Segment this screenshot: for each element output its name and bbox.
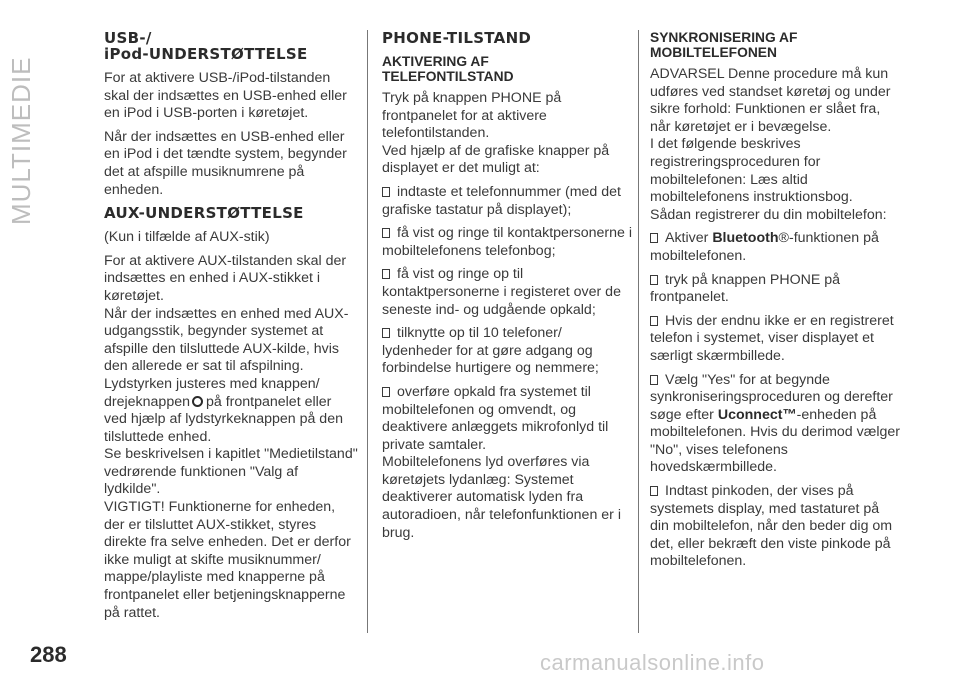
subheading-activate-phone: AKTIVERING AF TELEFONTILSTAND (382, 54, 514, 84)
column-divider-1 (367, 30, 368, 633)
sync-bullet-5: Indtast pinkoden, der vises på systemets display, med tastaturet på din mobiltelefon, når den beder dig om det, eller bekræft den viste pinkode på mobiltelefonen. (650, 483, 893, 570)
heading-phone-mode: PHONE-TILSTAND (382, 29, 532, 47)
sync-bullet-2: tryk på knappen PHONE på frontpanelet. (650, 271, 841, 306)
section-side-label: MULTIMEDIE (6, 56, 36, 225)
bullet-icon (382, 228, 390, 238)
aux-paragraph-1: For at aktivere AUX-tilstanden skal der indsættes en enhed i AUX-stikket i køretøjet. (104, 252, 347, 304)
sync-paragraph-3: Sådan registrerer du din mobiltelefon: (650, 206, 887, 223)
sync-bullet-1: Aktiver Bluetooth®-funktionen på mobiltelefonen. (650, 230, 879, 264)
bullet-icon (650, 316, 658, 326)
page-number: 288 (30, 642, 67, 667)
volume-knob-icon (192, 396, 203, 407)
column-phone (382, 30, 634, 548)
column-divider-2 (638, 30, 639, 633)
sync-bullet-3: Hvis der endnu ikke er en registreret telefon i systemet, viser displayet et særligt skærmbillede. (650, 312, 894, 364)
aux-paragraph-volume: Lydstyrken justeres med knappen/ drejeknappen på frontpanelet eller ved hjælp af lydstyrkeknappen på den tilsluttede enhed. (104, 375, 343, 445)
bullet-icon (650, 275, 658, 285)
bullet-icon (382, 269, 390, 279)
bullet-icon (382, 187, 390, 197)
phone-bullet-5: overføre opkald fra systemet til mobiltelefonen og omvendt, og deaktivere anlæggets mikrofonlyd til private samtaler. (382, 383, 609, 453)
phone-bullet-2: få vist og ringe til kontaktpersonerne i mobiltelefonens telefonbog; (382, 225, 633, 259)
aux-paragraph-2: Når der indsættes en enhed med AUX-udgangsstik, begynder systemet at afspille den tilsluttede AUX-kilde, hvis den allerede er sat til afspilning. (104, 305, 349, 375)
phone-bullet-1: indtaste et telefonnummer (med det grafiske tastatur på displayet); (382, 183, 621, 218)
phone-bullet-3: få vist og ringe op til kontaktpersonerne i registeret over de seneste ind- og udgående opkald; (382, 266, 621, 318)
bullet-icon (650, 375, 658, 385)
sync-bullet-4: Vælg "Yes" for at begynde synkroniseringsproceduren og derefter søge efter Uconnect™-enheden på mobiltelefonen. Hvis du derimod vælger "No", vises telefonens hovedskærmbillede. (650, 371, 900, 476)
sync-paragraph-2: I det følgende beskrives registreringsproceduren for mobiltelefonen: Læs altid mobiltelefonens instruktionsbog. (650, 136, 853, 206)
column-sync (650, 30, 902, 577)
bullet-icon (382, 387, 390, 397)
heading-usb-ipod: USB-/ iPod-UNDERSTØTTELSE (104, 29, 308, 63)
phone-paragraph-2: Ved hjælp af de grafiske knapper på displayet er det muligt at: (382, 142, 610, 177)
phone-paragraph-3: Mobiltelefonens lyd overføres via køretøjets lydanlæg: Systemet deaktiverer automatisk lyden fra autoradioen, når telefonfunktionen er i brug. (382, 454, 621, 541)
aux-important: VIGTIGT! Funktionerne for enheden, der er tilsluttet AUX-stikket, styres direkte fra selve enheden. Det er derfor ikke muligt at skifte musiknummer/ mappe/playliste med knapperne på frontpanelet eller betjeningsknapperne på rattet. (104, 499, 351, 621)
bullet-icon (382, 328, 390, 338)
bullet-icon (650, 233, 658, 243)
watermark: carmanualsonline.info (540, 650, 765, 675)
phone-bullet-4: tilknytte op til 10 telefoner/ lydenheder for at gøre adgang og forbindelse hurtigere og nemmere; (382, 325, 599, 377)
heading-sync-phone: SYNKRONISERING AF MOBILTELEFONEN (650, 30, 798, 60)
bullet-icon (650, 486, 658, 496)
sync-warning: ADVARSEL Denne procedure må kun udføres ved standset køretøj og under sikre forhold: Funktionen er slået fra, når køretøjet er i bevægelse. (650, 66, 891, 135)
heading-aux: AUX-UNDERSTØTTELSE (104, 204, 304, 223)
phone-paragraph-1: Tryk på knappen PHONE på frontpanelet for at aktivere telefontilstanden. (382, 90, 562, 142)
usb-paragraph-1: For at aktivere USB-/iPod-tilstanden skal der indsættes en USB-enhed eller en iPod i USB-porten i køretøjet. (104, 70, 347, 122)
column-usb-aux (104, 30, 358, 622)
aux-note: (Kun i tilfælde af AUX-stik) (104, 229, 270, 246)
aux-paragraph-reference: Se beskrivelsen i kapitlet "Medietilstand" vedrørende funktionen "Valg af lydkilde". (104, 446, 358, 498)
usb-paragraph-2: Når der indsættes en USB-enhed eller en iPod i det tændte system, begynder det at afspille musiknumrene på enheden. (104, 128, 347, 198)
